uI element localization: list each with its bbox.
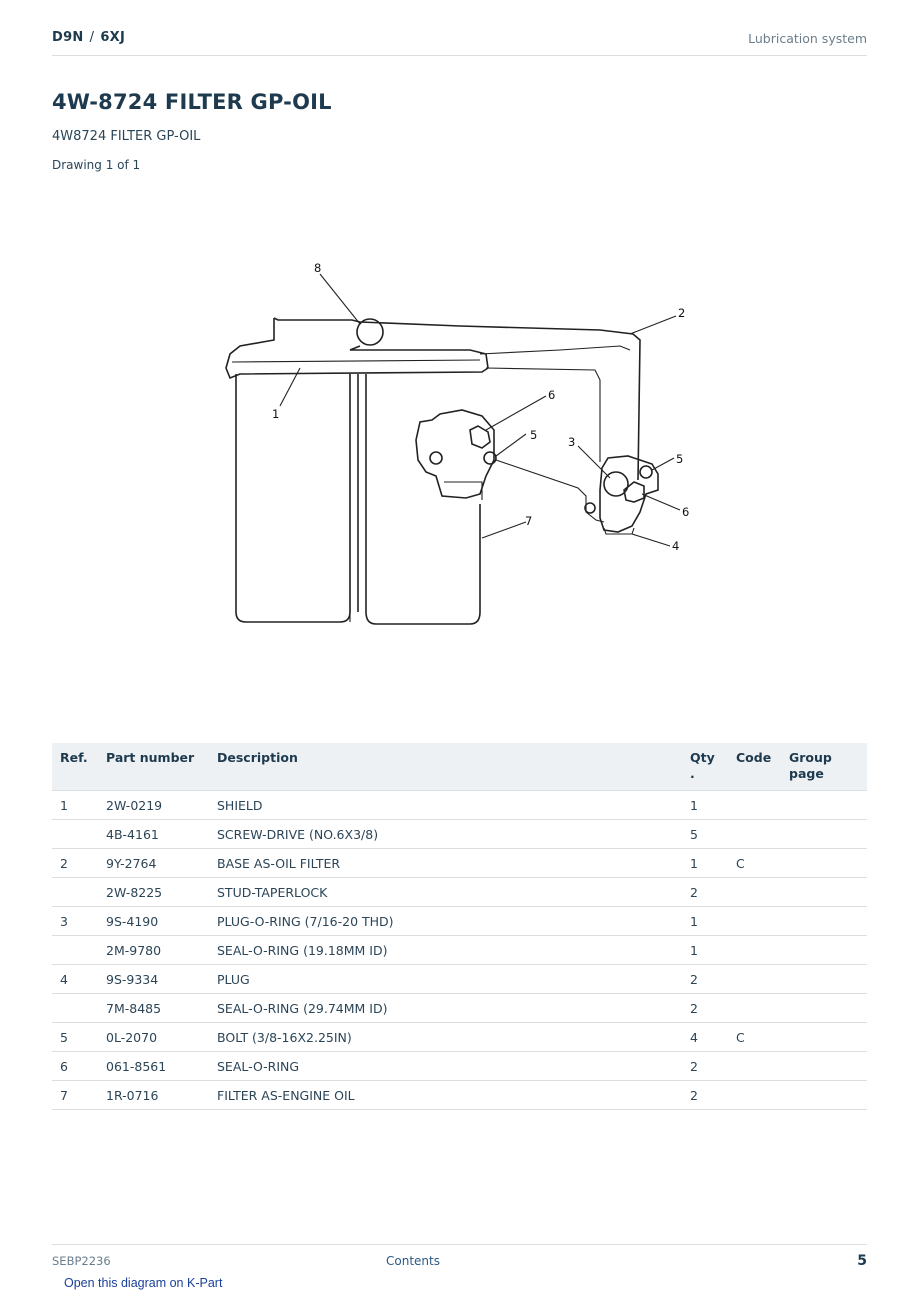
cell-qty: 2 xyxy=(682,878,728,907)
cell-qty: 1 xyxy=(682,791,728,820)
cell-qty: 2 xyxy=(682,1052,728,1081)
column-header-part-number: Part number xyxy=(98,743,209,791)
cell-qty: 2 xyxy=(682,1081,728,1110)
callout-4: 4 xyxy=(672,539,680,553)
table-row xyxy=(52,849,867,878)
contents-link[interactable]: Contents xyxy=(386,1254,440,1268)
cell-group-page xyxy=(781,1052,867,1081)
bolt-left xyxy=(430,452,442,464)
leader-5a xyxy=(496,434,526,456)
cell-qty: 4 xyxy=(682,1023,728,1052)
callout-3: 3 xyxy=(568,435,576,449)
callout-1: 1 xyxy=(272,407,280,421)
cell-group-page xyxy=(781,907,867,936)
cell-description: PLUG-O-RING (7/16-20 THD) xyxy=(209,907,682,936)
cell-part-number: 2W-0219 xyxy=(98,791,209,820)
page-subtitle: 4W8724 FILTER GP-OIL xyxy=(52,129,201,144)
table-row xyxy=(52,994,867,1023)
cell-code xyxy=(728,1081,781,1110)
cell-description: SEAL-O-RING (29.74MM ID) xyxy=(209,994,682,1023)
cell-code xyxy=(728,965,781,994)
table-row xyxy=(52,1052,867,1081)
leader-6b xyxy=(642,494,680,510)
cell-qty: 5 xyxy=(682,820,728,849)
shield-inner-edge xyxy=(232,360,480,362)
cell-description: FILTER AS-ENGINE OIL xyxy=(209,1081,682,1110)
callout-5b: 5 xyxy=(676,452,684,466)
cell-ref: 6 xyxy=(52,1052,98,1081)
leader-7 xyxy=(482,522,526,538)
breadcrumb-separator: / xyxy=(89,30,95,45)
cell-group-page xyxy=(781,994,867,1023)
cell-qty: 1 xyxy=(682,907,728,936)
cell-part-number: 9S-9334 xyxy=(98,965,209,994)
drawing-label: Drawing 1 of 1 xyxy=(52,158,141,172)
filter-diagram-svg xyxy=(200,250,720,650)
model-label: D9N xyxy=(52,30,84,45)
filter-diagram xyxy=(200,250,720,650)
cell-description: SEAL-O-RING (19.18MM ID) xyxy=(209,936,682,965)
cell-description: SCREW-DRIVE (NO.6X3/8) xyxy=(209,820,682,849)
cell-description: BASE AS-OIL FILTER xyxy=(209,849,682,878)
cell-part-number: 1R-0716 xyxy=(98,1081,209,1110)
callout-8: 8 xyxy=(314,261,322,275)
leader-4 xyxy=(632,534,670,546)
leader-2 xyxy=(630,316,676,334)
column-header-code: Code xyxy=(728,743,781,791)
cell-code: C xyxy=(728,1023,781,1052)
filter-canister-right xyxy=(366,374,480,624)
shield-top-edge xyxy=(226,318,488,378)
column-header-ref: Ref. xyxy=(52,743,98,791)
leader-5b xyxy=(652,458,674,470)
table-row xyxy=(52,907,867,936)
cell-group-page xyxy=(781,791,867,820)
seal-right xyxy=(624,482,644,502)
cell-ref xyxy=(52,820,98,849)
cell-code xyxy=(728,994,781,1023)
cell-part-number: 061-8561 xyxy=(98,1052,209,1081)
cell-part-number: 0L-2070 xyxy=(98,1023,209,1052)
leader-6a xyxy=(486,396,546,430)
cell-description: BOLT (3/8-16X2.25IN) xyxy=(209,1023,682,1052)
column-header-group-page: Group page xyxy=(781,743,867,791)
parts-table xyxy=(52,743,867,1110)
cell-code xyxy=(728,936,781,965)
table-row xyxy=(52,1081,867,1110)
page-title: 4W-8724 FILTER GP-OIL xyxy=(52,90,332,114)
cell-description: STUD-TAPERLOCK xyxy=(209,878,682,907)
leader-8 xyxy=(320,274,360,324)
column-header-qty: Qty . xyxy=(682,743,728,791)
callout-5a: 5 xyxy=(530,428,538,442)
filter-canister-left xyxy=(236,374,350,622)
cell-ref: 2 xyxy=(52,849,98,878)
bracket-arm xyxy=(480,346,630,354)
page-footer xyxy=(52,1244,867,1274)
cell-group-page xyxy=(781,1023,867,1052)
cell-qty: 2 xyxy=(682,994,728,1023)
cell-part-number: 9S-4190 xyxy=(98,907,209,936)
page-number: 5 xyxy=(857,1253,867,1269)
cell-ref xyxy=(52,936,98,965)
serial-prefix-label: 6XJ xyxy=(100,30,126,45)
cell-ref xyxy=(52,878,98,907)
table-row xyxy=(52,936,867,965)
cell-group-page xyxy=(781,1081,867,1110)
cell-part-number: 7M-8485 xyxy=(98,994,209,1023)
callout-6a: 6 xyxy=(548,388,556,402)
cell-group-page xyxy=(781,936,867,965)
cell-ref: 4 xyxy=(52,965,98,994)
cell-group-page xyxy=(781,965,867,994)
cell-qty: 2 xyxy=(682,965,728,994)
cell-qty: 1 xyxy=(682,849,728,878)
cell-part-number: 9Y-2764 xyxy=(98,849,209,878)
cell-group-page xyxy=(781,849,867,878)
cell-qty: 1 xyxy=(682,936,728,965)
cell-ref: 7 xyxy=(52,1081,98,1110)
cell-part-number: 4B-4161 xyxy=(98,820,209,849)
cell-group-page xyxy=(781,820,867,849)
shield-outline xyxy=(274,318,640,480)
breadcrumb xyxy=(52,30,125,45)
section-name: Lubrication system xyxy=(748,31,867,46)
cell-code xyxy=(728,1052,781,1081)
cell-part-number: 2W-8225 xyxy=(98,878,209,907)
cell-code xyxy=(728,878,781,907)
callout-2: 2 xyxy=(678,306,686,320)
page-header xyxy=(52,28,867,56)
table-row xyxy=(52,791,867,820)
table-row xyxy=(52,1023,867,1052)
cell-group-page xyxy=(781,878,867,907)
cell-ref: 5 xyxy=(52,1023,98,1052)
cell-ref: 3 xyxy=(52,907,98,936)
cell-code xyxy=(728,907,781,936)
open-kpart-link[interactable]: Open this diagram on K-Part xyxy=(64,1276,223,1290)
cell-description: PLUG xyxy=(209,965,682,994)
bolt-right xyxy=(640,466,652,478)
callout-6b: 6 xyxy=(682,505,690,519)
callout-7: 7 xyxy=(525,514,533,528)
cell-ref xyxy=(52,994,98,1023)
cell-description: SEAL-O-RING xyxy=(209,1052,682,1081)
cell-part-number: 2M-9780 xyxy=(98,936,209,965)
document-id: SEBP2236 xyxy=(52,1254,111,1268)
table-row xyxy=(52,878,867,907)
table-row xyxy=(52,820,867,849)
table-header-row xyxy=(52,743,867,791)
cell-description: SHIELD xyxy=(209,791,682,820)
column-header-description: Description xyxy=(209,743,682,791)
cell-code xyxy=(728,820,781,849)
bracket-arm-lower xyxy=(486,368,600,462)
cell-code: C xyxy=(728,849,781,878)
table-row xyxy=(52,965,867,994)
cell-ref: 1 xyxy=(52,791,98,820)
cell-code xyxy=(728,791,781,820)
